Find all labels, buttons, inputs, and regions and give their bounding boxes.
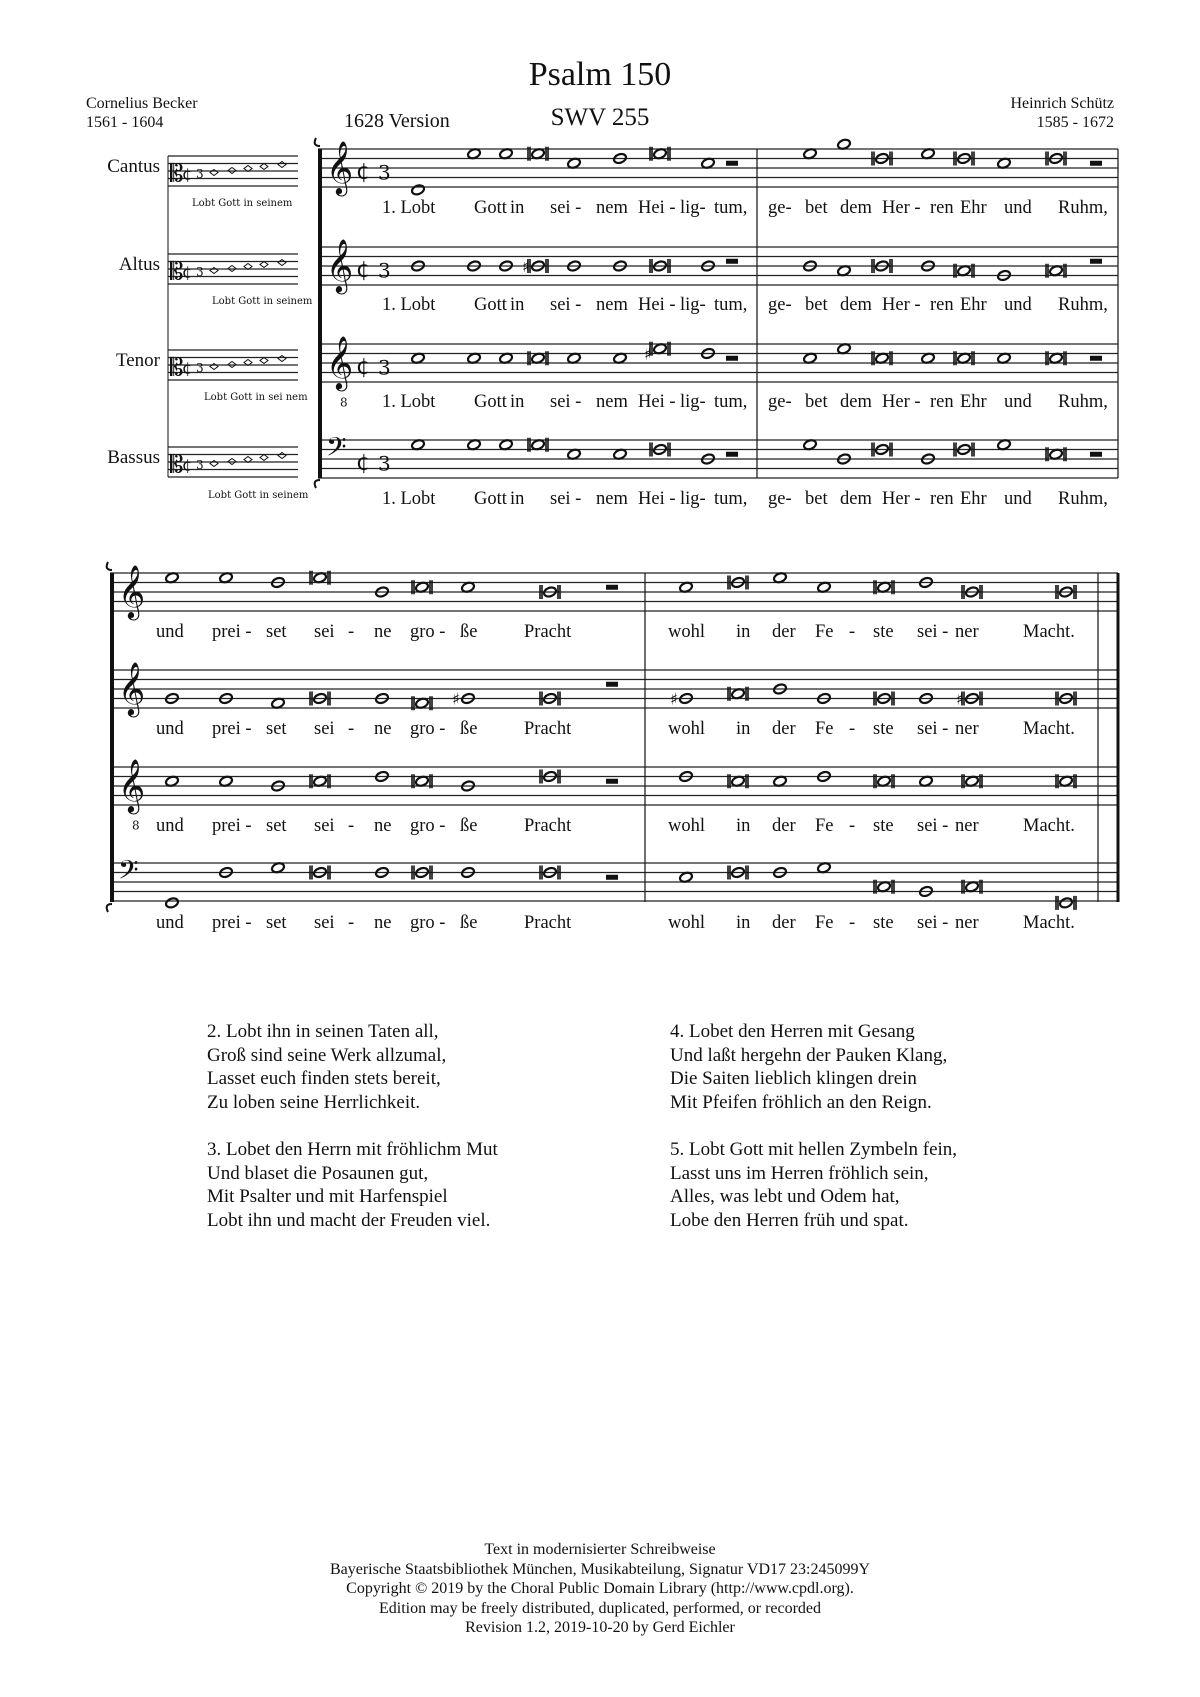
system2-lyric-syllable: und [156, 719, 184, 739]
incipit-note [278, 453, 286, 459]
meter-digit: 3 [196, 166, 204, 181]
system2-lyric-syllable: Pracht [524, 816, 572, 836]
system2-lyric-syllable: ner [955, 719, 979, 739]
system2-lyric-syllable: set [266, 816, 287, 836]
system1-lyric-syllable: Ruhm, [1058, 295, 1108, 315]
system1-lyric-syllable: und [1004, 295, 1032, 315]
system1-lyric-syllable: tum, [714, 489, 748, 509]
system2-lyric-syllable: ste [873, 719, 894, 739]
system1-lyric-syllable: Ehr [960, 198, 987, 218]
verse-line: Die Saiten lieblich klingen drein [670, 1068, 917, 1089]
system1-lyric-syllable: sei - [550, 392, 582, 412]
incipit-note [278, 162, 286, 168]
system2-lyric-syllable: und [156, 913, 184, 933]
system1-lyric-syllable: ge- [768, 392, 792, 412]
system2-lyric-syllable: sei - [917, 816, 949, 836]
verse-line: Alles, was lebt und Odem hat, [670, 1186, 900, 1207]
breve-note [1059, 897, 1074, 909]
system2-lyric-syllable: in [736, 913, 751, 933]
system2-lyric-syllable: wohl [668, 816, 705, 836]
system1-lyric-syllable: und [1004, 489, 1032, 509]
system2-lyric-syllable: der [772, 622, 796, 642]
system2-lyric-syllable: ne [374, 719, 392, 739]
system1-lyric-syllable: nem [596, 295, 628, 315]
system2-lyric-syllable: Macht. [1023, 622, 1075, 642]
verse-line: Und laßt hergehn der Pauken Klang, [670, 1044, 948, 1066]
system2-lyric-syllable: gro - [410, 816, 446, 836]
system2-lyric-syllable: set [266, 913, 287, 933]
cut-time-icon: ¢ [182, 164, 193, 184]
cut-time-icon: ¢ [356, 450, 370, 476]
verse-line: 3. Lobet den Herrn mit fröhlichm Mut [207, 1139, 498, 1160]
cut-time-icon: ¢ [182, 358, 193, 378]
meter-digit: 3 [378, 258, 391, 283]
system2-lyric-syllable: sei [314, 913, 335, 933]
system2-lyric-syllable: sei [314, 816, 335, 836]
system1-lyric-syllable: und [1004, 392, 1032, 412]
rest [606, 779, 618, 784]
footer-line: Edition may be freely distributed, duplicated, performed, or recorded [378, 1599, 822, 1617]
system2-lyric-syllable: - [348, 816, 355, 836]
system2-lyric-syllable: prei - [212, 913, 252, 933]
system2-lyric-syllable: der [772, 816, 796, 836]
treble-clef-icon: 𝄞 [118, 564, 146, 619]
footer-line: Text in modernisierter Schreibweise [484, 1541, 716, 1558]
system2-lyric-syllable: gro - [410, 913, 446, 933]
treble-clef-icon: 𝄞 [326, 140, 354, 195]
system2-lyric-syllable: - [849, 816, 856, 836]
system1-lyric-syllable: sei - [550, 198, 582, 218]
footer-line: Revision 1.2, 2019-10-20 by Gerd Eichler [465, 1619, 735, 1636]
treble-clef-icon: 𝄞 [118, 758, 146, 813]
system2-lyric-syllable: Fe [815, 622, 834, 642]
system2-lyric-syllable: prei - [212, 719, 252, 739]
page-title: Psalm 150 [528, 56, 672, 93]
bracket-hook [315, 138, 320, 146]
system1-lyric-syllable: Her - [882, 295, 921, 315]
system1-lyric-syllable: dem [840, 392, 872, 412]
verse-line: Lasst uns im Herren fröhlich sein, [670, 1162, 929, 1184]
system2-lyric-syllable: set [266, 719, 287, 739]
meter-digit: 3 [196, 457, 204, 472]
system2-lyric-syllable: Pracht [524, 913, 572, 933]
system1-lyric-syllable: in [510, 198, 525, 218]
system2-lyric-syllable: - [849, 622, 856, 642]
rest [726, 452, 738, 457]
cut-time-icon: ¢ [356, 257, 370, 283]
system2-lyric-syllable: sei - [917, 913, 949, 933]
system1-lyric-syllable: tum, [714, 392, 748, 412]
system2-lyric-syllable: und [156, 816, 184, 836]
meter-digit: 3 [378, 451, 391, 476]
system1-lyric-syllable: bet [805, 489, 828, 509]
system1-lyric-syllable: und [1004, 198, 1032, 218]
incipit-note [260, 164, 268, 170]
voice-name-tenor: Tenor [115, 350, 160, 371]
cut-time-icon: ¢ [182, 455, 193, 475]
system1-lyric-syllable: 1. Lobt [382, 295, 436, 315]
poet-dates: 1561 - 1604 [86, 114, 164, 131]
catalog-number: SWV 255 [550, 104, 650, 131]
verse-2 [207, 1020, 446, 1114]
system1-lyric-syllable: Hei - [638, 198, 676, 218]
system2-lyric-syllable: - [348, 719, 355, 739]
system1-lyric-syllable: Her - [882, 198, 921, 218]
system2-lyric-syllable: gro - [410, 622, 446, 642]
system2-lyric-syllable: - [348, 622, 355, 642]
footer [0, 1540, 1200, 1638]
incipit-note [260, 455, 268, 461]
composer-dates: 1585 - 1672 [1036, 114, 1114, 131]
system2-lyric-syllable: wohl [668, 913, 705, 933]
system2-lyric-syllable: gro - [410, 719, 446, 739]
system1-lyric-syllable: Gott [474, 489, 507, 509]
verse-line: Mit Pfeifen fröhlich an den Reign. [670, 1091, 932, 1113]
rest [606, 585, 618, 590]
system2-lyric-syllable: - [348, 913, 355, 933]
incipit-text-bassus: Lobt Gott in seinem [208, 490, 309, 501]
system1-lyric-syllable: lig- [680, 489, 706, 509]
verse-5 [670, 1138, 957, 1232]
system2-lyric-syllable: Macht. [1023, 719, 1075, 739]
system2-lyric-syllable: Fe [815, 816, 834, 836]
system2-lyric-syllable: ste [873, 622, 894, 642]
system2-lyric-syllable: in [736, 622, 751, 642]
system2-lyric-syllable: in [736, 719, 751, 739]
system1-lyric-syllable: nem [596, 198, 628, 218]
composer-name: Heinrich Schütz [1010, 95, 1114, 112]
system2-lyric-syllable: - [849, 719, 856, 739]
rest [1090, 356, 1102, 361]
version-label: 1628 Version [344, 110, 450, 132]
bass-clef-icon: 𝄢 [326, 430, 347, 469]
system1-lyric-syllable: tum, [714, 198, 748, 218]
verse-line: Und blaset die Posaunen gut, [207, 1162, 429, 1184]
system1-lyric-syllable: Ruhm, [1058, 198, 1108, 218]
system1-lyric-syllable: sei - [550, 489, 582, 509]
sharp-icon: ♯ [670, 689, 678, 709]
system1-lyric-syllable: in [510, 295, 525, 315]
verse-line: 4. Lobet den Herren mit Gesang [670, 1021, 915, 1042]
sharp-icon: ♯ [522, 257, 530, 276]
incipit-text-altus: Lobt Gott in seinem [212, 296, 313, 307]
system1-lyric-syllable: Hei - [638, 295, 676, 315]
rest [606, 875, 618, 880]
bass-clef-icon: 𝄢 [118, 853, 139, 892]
system2-lyric-syllable: ner [955, 816, 979, 836]
system1-lyric-syllable: lig- [680, 295, 706, 315]
system2-lyric-syllable: ße [460, 816, 478, 836]
system1-lyric-syllable: in [510, 489, 525, 509]
system1-lyric-syllable: ge- [768, 489, 792, 509]
system2-lyric-syllable: in [736, 816, 751, 836]
system2-lyric-syllable: - [849, 913, 856, 933]
sharp-icon: ♯ [956, 689, 964, 709]
verse-3 [207, 1138, 498, 1232]
rest [1090, 161, 1102, 166]
c-clef-icon: 𝄡 [170, 353, 184, 382]
verse-line: Groß sind seine Werk allzumal, [207, 1044, 447, 1066]
system2-lyric-syllable: sei [314, 719, 335, 739]
system1-lyric-syllable: Ruhm, [1058, 392, 1108, 412]
c-clef-icon: 𝄡 [170, 450, 184, 479]
rest [1090, 452, 1102, 457]
system2-lyric-syllable: Pracht [524, 622, 572, 642]
bracket-hook [315, 480, 320, 488]
rest [726, 161, 738, 166]
whole-note [165, 897, 180, 909]
bracket-hook [107, 904, 112, 912]
system1-lyric-syllable: tum, [714, 295, 748, 315]
sharp-icon: ♯ [644, 344, 652, 364]
system2-lyric-syllable: ste [873, 913, 894, 933]
system1-lyric-syllable: Hei - [638, 392, 676, 412]
rest [1090, 259, 1102, 264]
octave-mark: 8 [132, 818, 140, 833]
meter-digit: 3 [196, 264, 204, 279]
verse-line: 5. Lobt Gott mit hellen Zymbeln fein, [670, 1139, 958, 1160]
system1-lyric-syllable: sei - [550, 295, 582, 315]
system1-lyric-syllable: ge- [768, 295, 792, 315]
meter-digit: 3 [196, 360, 204, 375]
cut-time-icon: ¢ [356, 354, 370, 380]
rest [606, 682, 618, 687]
system1-lyric-syllable: ren [930, 198, 954, 218]
footer-line: Bayerische Staatsbibliothek München, Musikabteilung, Signatur VD17 23:245099Y [329, 1560, 871, 1578]
verse-line: Lobe den Herren früh und spat. [670, 1209, 909, 1231]
incipit-note [278, 356, 286, 362]
system2-lyric-syllable: sei [314, 622, 335, 642]
system1-lyric-syllable: nem [596, 489, 628, 509]
system1-lyric-syllable: 1. Lobt [382, 489, 436, 509]
c-clef-icon: 𝄡 [170, 257, 184, 286]
system2-lyric-syllable: Pracht [524, 719, 572, 739]
system2-lyric-syllable: ne [374, 622, 392, 642]
system2-lyric-syllable: ße [460, 913, 478, 933]
verse-line: Lasset euch finden stets bereit, [207, 1068, 441, 1089]
system2-lyric-syllable: der [772, 913, 796, 933]
verse-line: Zu loben seine Herrlichkeit. [207, 1091, 421, 1113]
footer-line: Copyright © 2019 by the Choral Public Domain Library (http://www.cpdl.org). [346, 1580, 854, 1597]
system2-lyric-syllable: der [772, 719, 796, 739]
system1-lyric-syllable: Ehr [960, 295, 987, 315]
system1-lyric-syllable: Ehr [960, 489, 987, 509]
system1-lyric-syllable: ge- [768, 198, 792, 218]
voice-name-cantus: Cantus [107, 156, 160, 177]
system2-lyric-syllable: prei - [212, 622, 252, 642]
system1-lyric-syllable: ren [930, 392, 954, 412]
system1-lyric-syllable: lig- [680, 392, 706, 412]
verse-line: 2. Lobt ihn in seinen Taten all, [207, 1021, 439, 1042]
system1-lyric-syllable: Hei - [638, 489, 676, 509]
treble-clef-icon: 𝄞 [326, 238, 354, 293]
verse-line: Lobt ihn und macht der Freuden viel. [207, 1209, 491, 1231]
system2-lyric-syllable: ße [460, 622, 478, 642]
system1-lyric-syllable: 1. Lobt [382, 392, 436, 412]
system1-lyric-syllable: Gott [474, 392, 507, 412]
system1-lyric-syllable: in [510, 392, 525, 412]
incipit-text-tenor: Lobt Gott in sei nem [204, 392, 308, 403]
system2-lyric-syllable: sei - [917, 622, 949, 642]
incipit-note [260, 262, 268, 268]
system1-lyric-syllable: lig- [680, 198, 706, 218]
system2-lyric-syllable: ste [873, 816, 894, 836]
incipit-note [260, 358, 268, 364]
system2-lyric-syllable: ne [374, 816, 392, 836]
system1-lyric-syllable: Her - [882, 392, 921, 412]
system2-lyric-syllable: ner [955, 913, 979, 933]
incipit-text-cantus: Lobt Gott in seinem [192, 198, 293, 209]
system2-lyric-syllable: sei - [917, 719, 949, 739]
incipit-note [278, 260, 286, 266]
poet-name: Cornelius Becker [86, 95, 198, 112]
system1-lyric-syllable: bet [805, 198, 828, 218]
cut-time-icon: ¢ [356, 159, 370, 185]
octave-mark: 8 [340, 395, 348, 410]
system2-lyric-syllable: Macht. [1023, 913, 1075, 933]
whole-note [411, 184, 426, 196]
meter-digit: 3 [378, 355, 391, 380]
system1-lyric-syllable: dem [840, 489, 872, 509]
meter-digit: 3 [378, 160, 391, 185]
c-clef-icon: 𝄡 [170, 159, 184, 188]
system1-lyric-syllable: ren [930, 295, 954, 315]
system1-lyric-syllable: Her - [882, 489, 921, 509]
verse-line: Mit Psalter und mit Harfenspiel [207, 1186, 448, 1207]
bracket-hook [107, 562, 112, 570]
system2-lyric-syllable: ne [374, 913, 392, 933]
system1-lyric-syllable: Gott [474, 198, 507, 218]
system2-lyric-syllable: ße [460, 719, 478, 739]
system1-lyric-syllable: Gott [474, 295, 507, 315]
system1-lyric-syllable: Ehr [960, 392, 987, 412]
system2-lyric-syllable: wohl [668, 719, 705, 739]
system2-lyric-syllable: wohl [668, 622, 705, 642]
system1-lyric-syllable: dem [840, 295, 872, 315]
system2-lyric-syllable: set [266, 622, 287, 642]
cut-time-icon: ¢ [182, 262, 193, 282]
verse-4 [670, 1020, 947, 1114]
system1-lyric-syllable: ren [930, 489, 954, 509]
rest [726, 356, 738, 361]
system1-lyric-syllable: 1. Lobt [382, 198, 436, 218]
treble-clef-icon: 𝄞 [118, 661, 146, 716]
system2-lyric-syllable: Fe [815, 913, 834, 933]
sharp-icon: ♯ [452, 689, 460, 709]
system1-lyric-syllable: bet [805, 392, 828, 412]
system1-lyric-syllable: Ruhm, [1058, 489, 1108, 509]
system2-lyric-syllable: ner [955, 622, 979, 642]
system2-lyric-syllable: prei - [212, 816, 252, 836]
system2-lyric-syllable: Macht. [1023, 816, 1075, 836]
system1-lyric-syllable: bet [805, 295, 828, 315]
system1-lyric-syllable: dem [840, 198, 872, 218]
rest [726, 259, 738, 264]
system2-lyric-syllable: und [156, 622, 184, 642]
treble-clef-icon: 𝄞 [326, 335, 354, 390]
system1-lyric-syllable: nem [596, 392, 628, 412]
voice-name-altus: Altus [118, 254, 160, 275]
system2-lyric-syllable: Fe [815, 719, 834, 739]
voice-name-bassus: Bassus [107, 447, 160, 468]
